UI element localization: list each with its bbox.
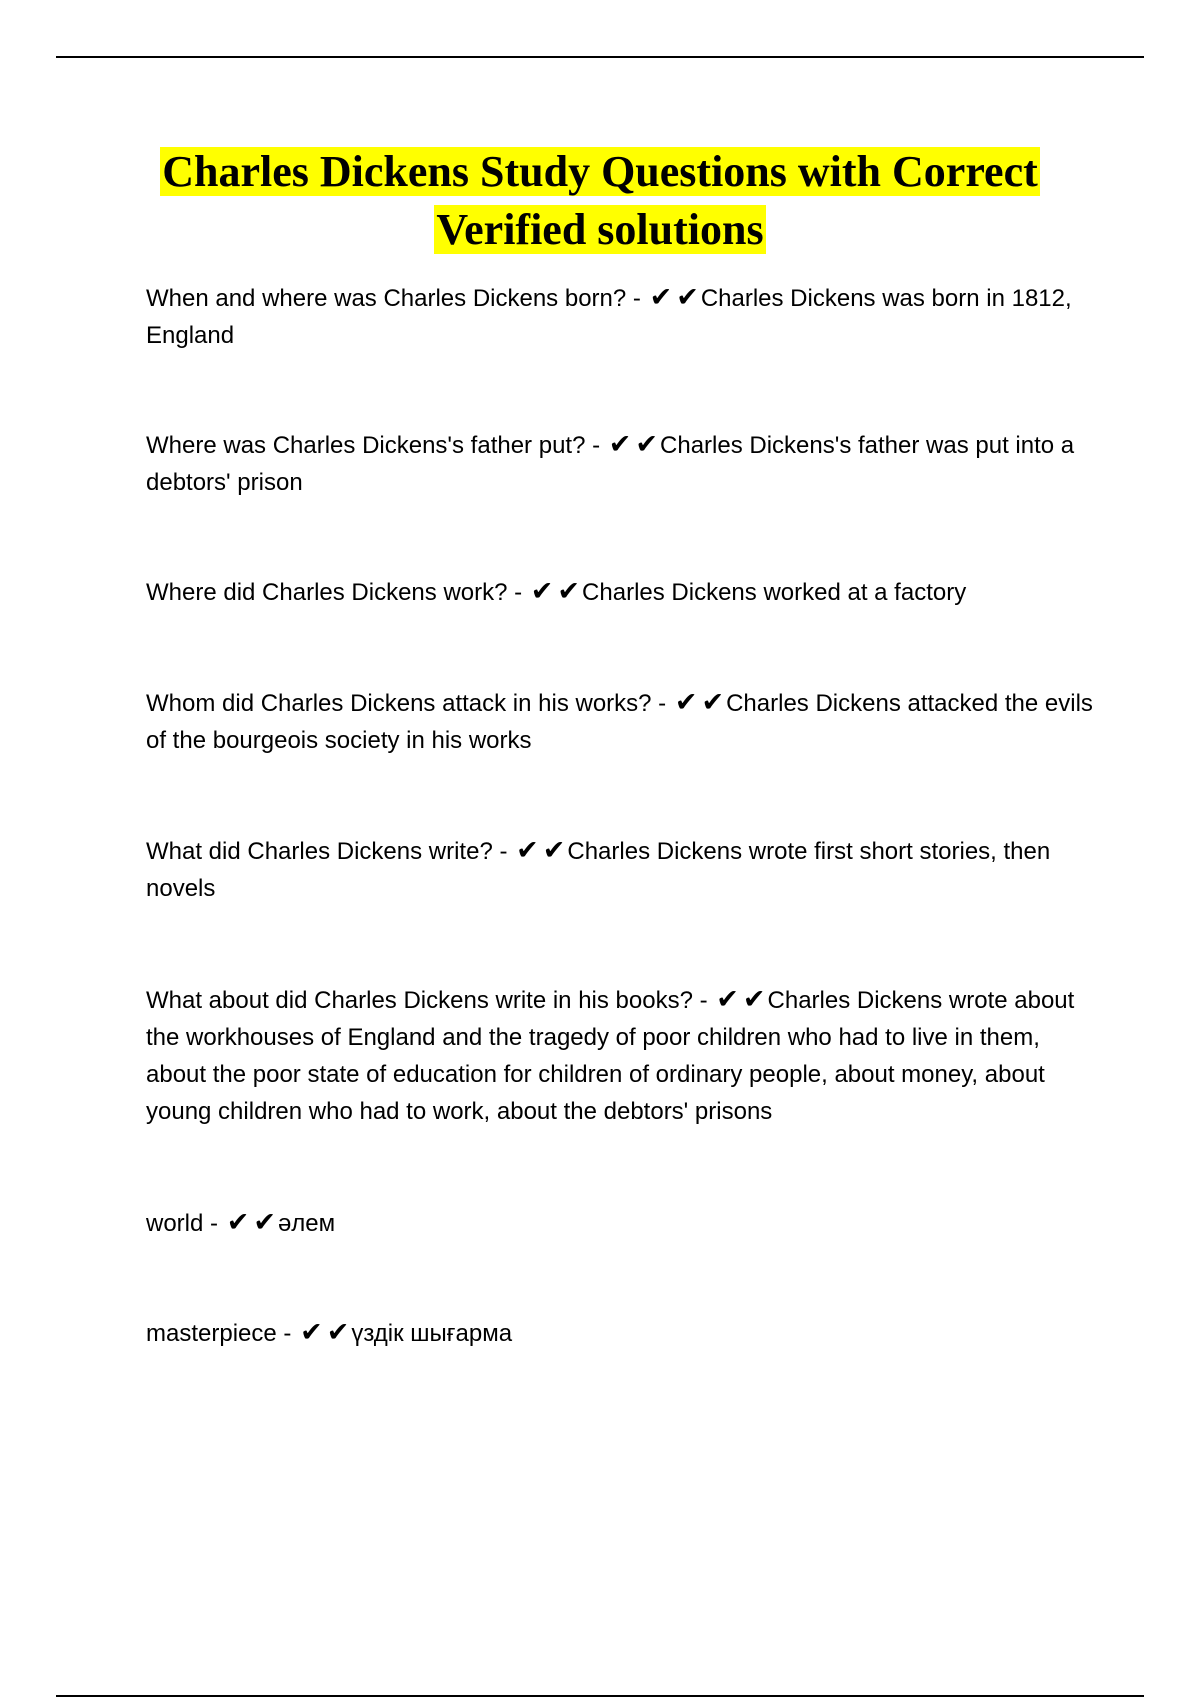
question-text: Where was Charles Dickens's father put?: [146, 432, 586, 459]
check-icon: ✔: [326, 1317, 350, 1348]
answer-text: Charles Dickens was born in 1812, England: [146, 285, 1072, 349]
check-icon: ✔: [516, 835, 539, 866]
check-icon: ✔: [300, 1317, 323, 1348]
qa-item: [146, 1204, 1096, 1242]
question-text: world: [146, 1210, 204, 1237]
qa-item: [146, 832, 1096, 907]
header-rule: [56, 56, 1144, 58]
answer-text: Charles Dickens wrote first short stories, then novels: [146, 838, 1051, 902]
check-icon: ✔: [676, 282, 699, 313]
check-icon: ✔: [635, 429, 659, 460]
check-icon: ✔: [649, 282, 673, 313]
footer-rule: [56, 1695, 1144, 1697]
qa-item: [146, 573, 1096, 611]
check-icon: ✔: [701, 687, 725, 718]
check-icon: ✔: [716, 984, 739, 1015]
separator: -: [626, 285, 648, 312]
document-title: [100, 143, 1100, 259]
separator: -: [692, 987, 715, 1014]
answer-text: Charles Dickens's father was put into a debtors' prison: [146, 432, 1075, 496]
qa-item: [146, 426, 1096, 501]
qa-item: [146, 684, 1096, 759]
answer-text: әлем: [277, 1210, 336, 1237]
separator: -: [507, 579, 529, 606]
check-icon: ✔: [530, 576, 554, 607]
check-icon: ✔: [226, 1207, 250, 1238]
answer-text: Charles Dickens attacked the evils of the bourgeois society in his works: [146, 690, 1093, 754]
answer-text: үздік шығарма: [351, 1320, 513, 1347]
question-text: What did Charles Dickens write?: [146, 838, 493, 865]
check-icon: ✔: [542, 835, 566, 866]
question-text: Whom did Charles Dickens attack in his works?: [146, 690, 652, 717]
check-icon: ✔: [557, 576, 581, 607]
check-icon: ✔: [608, 429, 632, 460]
question-text: What about did Charles Dickens write in his books?: [146, 987, 693, 1014]
check-icon: ✔: [253, 1207, 276, 1238]
separator: -: [492, 838, 515, 865]
separator: -: [585, 432, 607, 459]
separator: -: [651, 690, 673, 717]
qa-item: [146, 981, 1096, 1130]
check-icon: ✔: [674, 687, 698, 718]
separator: -: [276, 1320, 299, 1347]
qa-item: [146, 279, 1096, 354]
question-text: When and where was Charles Dickens born?: [146, 285, 627, 312]
qa-item: [146, 1314, 1096, 1352]
title-highlight: Charles Dickens Study Questions with Correct Verified solutions: [162, 147, 1038, 254]
check-icon: ✔: [742, 984, 766, 1015]
answer-text: Charles Dickens wrote about the workhouses of England and the tragedy of poor children who had to live in them, about the poor state of education for children of ordinary people, about money, about young children who had to work, about the debtors' prisons: [146, 987, 1075, 1125]
answer-text: Charles Dickens worked at a factory: [582, 579, 967, 606]
question-text: Where did Charles Dickens work?: [146, 579, 508, 606]
question-text: masterpiece: [146, 1320, 277, 1347]
separator: -: [203, 1210, 225, 1237]
